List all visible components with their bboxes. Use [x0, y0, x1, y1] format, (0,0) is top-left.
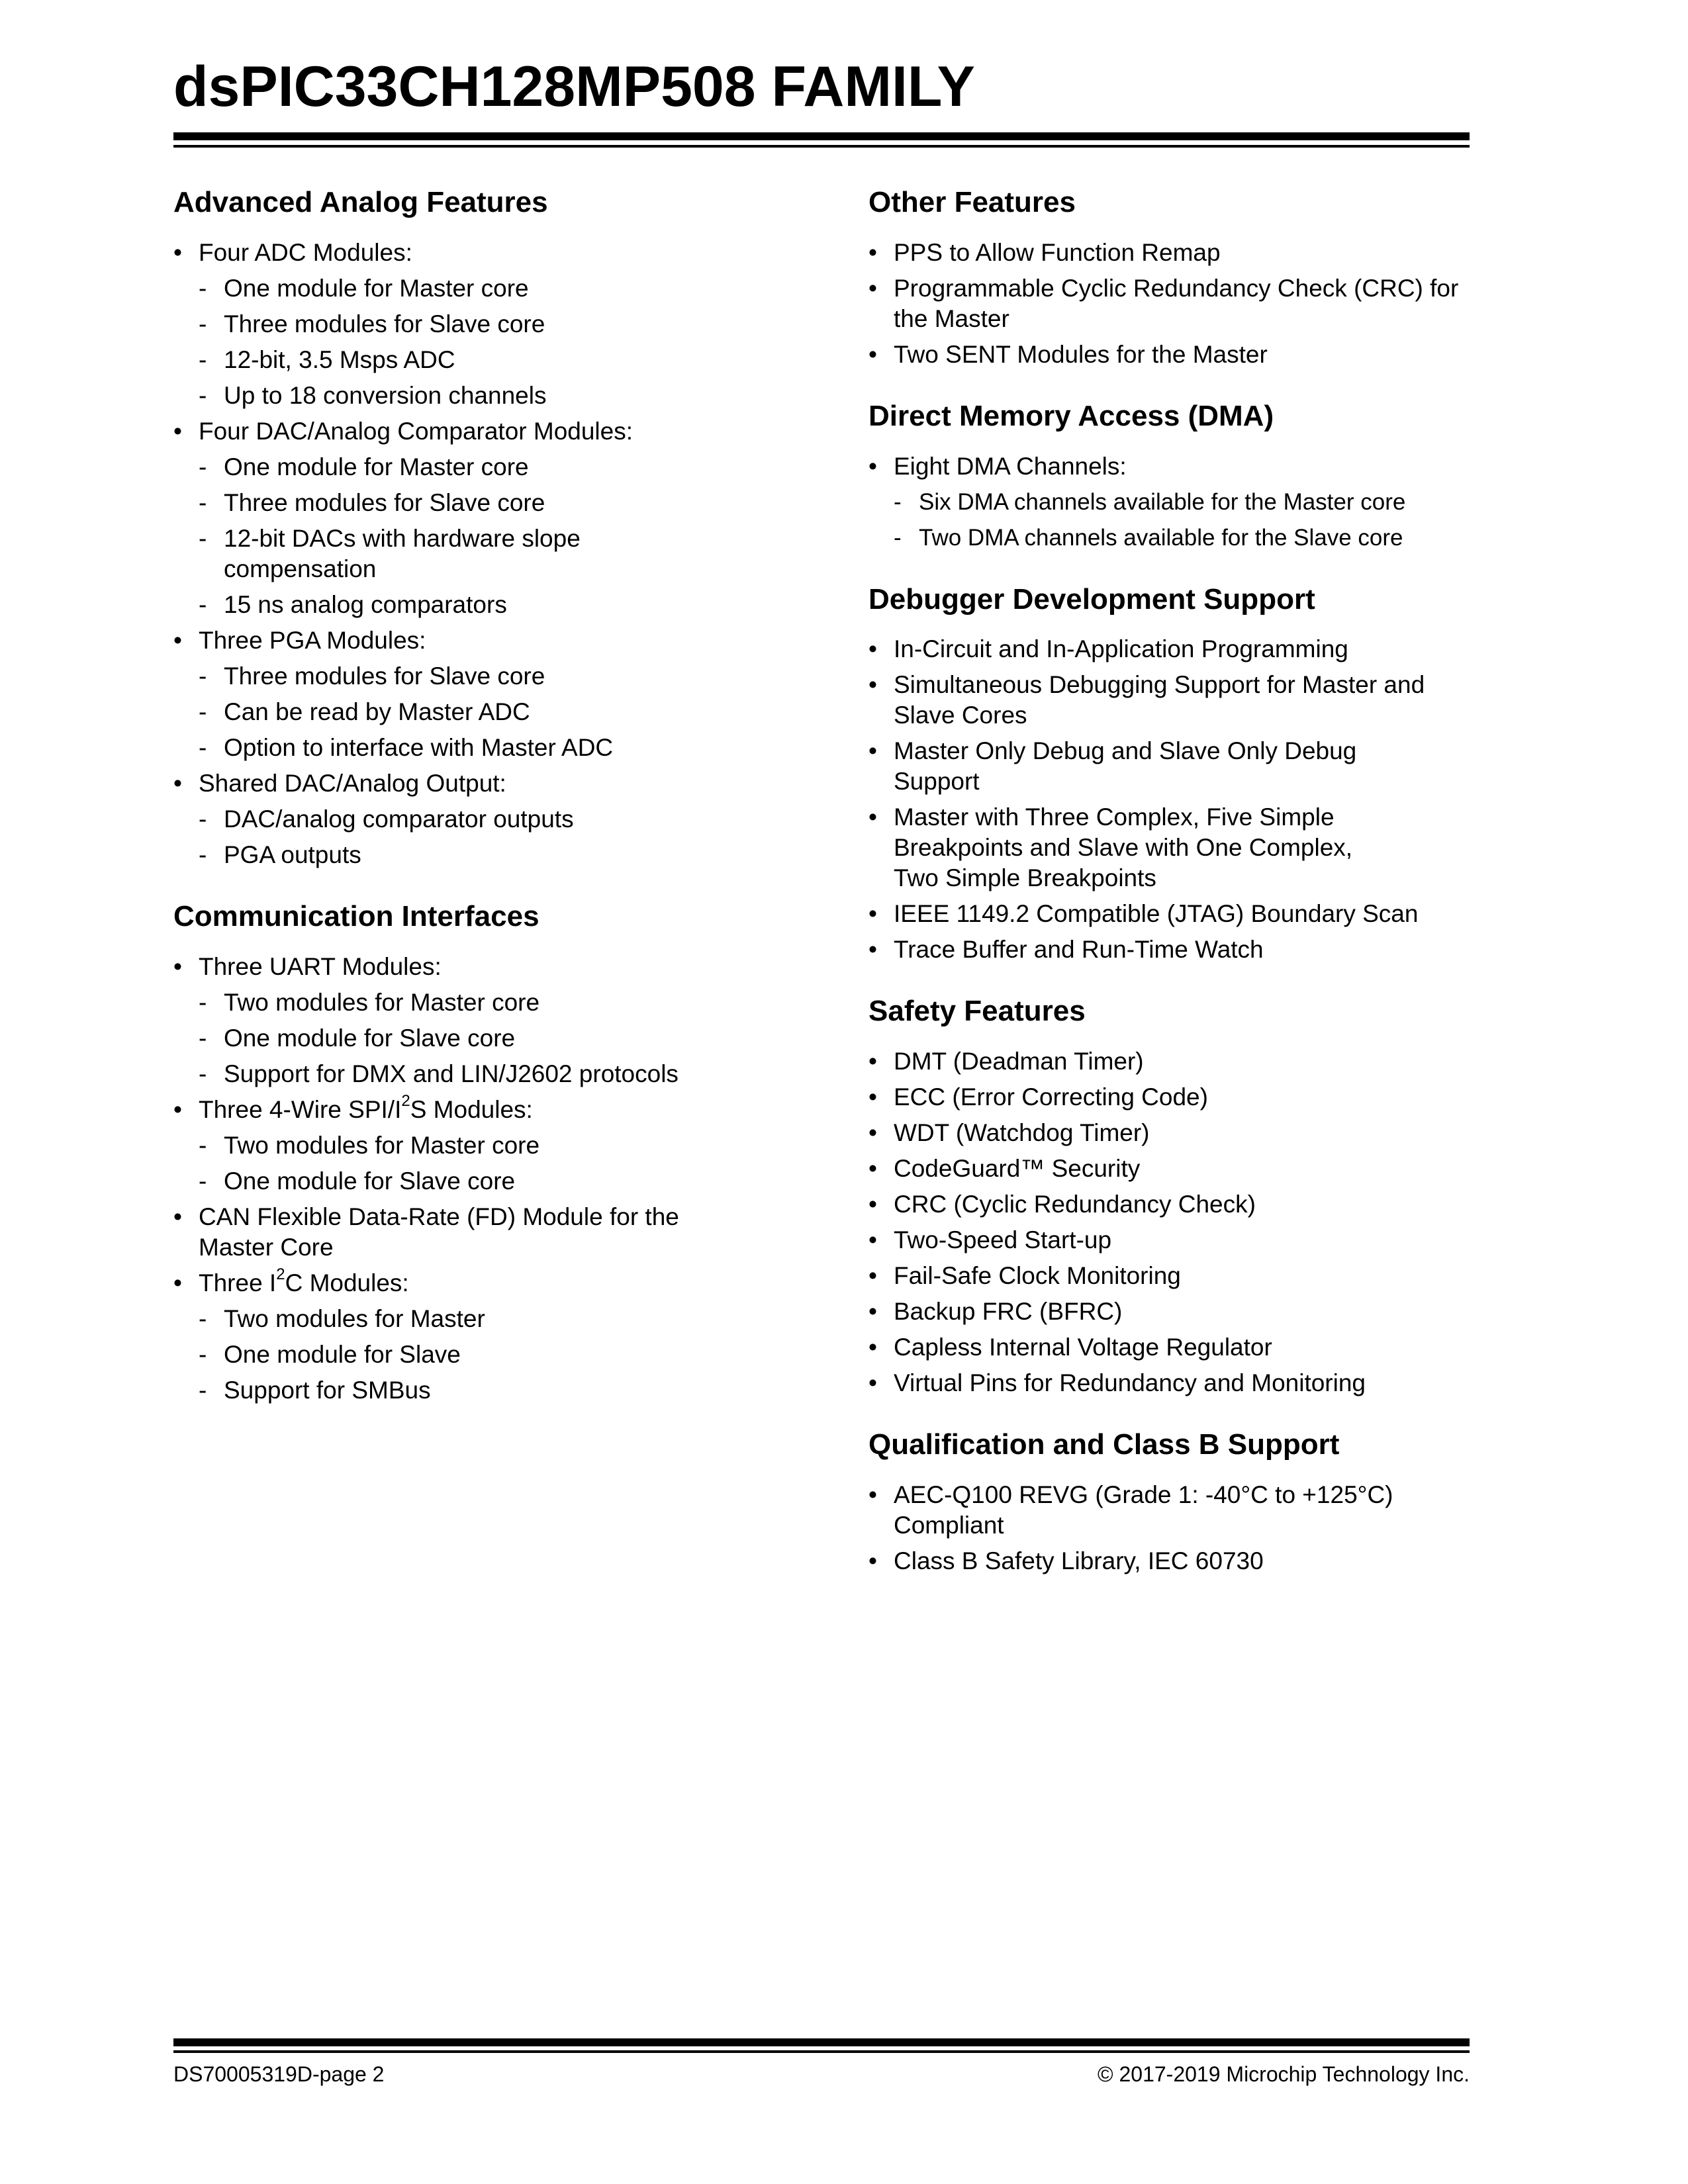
sub-item: - PGA outputs [173, 840, 756, 870]
section-title: Debugger Development Support [868, 582, 1315, 615]
section-qualification [868, 1428, 1464, 1576]
sub-item: - Support for SMBus [173, 1375, 756, 1406]
section-title: Communication Interfaces [173, 899, 539, 933]
section-dma [868, 399, 1464, 553]
feature-list [868, 1046, 1464, 1398]
list-item: • Simultaneous Debugging Support for Master and Slave Cores [868, 670, 1463, 731]
list-item: • IEEE 1149.2 Compatible (JTAG) Boundary Scan [868, 899, 1464, 929]
section-title: Qualification and Class B Support [868, 1428, 1340, 1461]
sub-item: - Three modules for Slave core [173, 661, 756, 692]
feature-list [868, 238, 1464, 370]
list-item: • Master with Three Complex, Five Simple Breakpoints and Slave with One Complex, Two Simple Breakpoints [868, 802, 1397, 893]
feature-list [868, 451, 1464, 553]
item-text: Three I [199, 1269, 277, 1297]
sub-item: - 15 ns analog comparators [173, 590, 756, 620]
sub-item: - 12-bit DACs with hardware slope compensation [173, 523, 608, 584]
list-item: • Capless Internal Voltage Regulator [868, 1332, 1464, 1363]
list-item: • In-Circuit and In-Application Programming [868, 634, 1464, 664]
sub-item: - Two DMA channels available for the Slave core [868, 523, 1464, 553]
section-debug [868, 582, 1464, 966]
left-column [173, 185, 756, 1435]
list-item: • Two SENT Modules for the Master [868, 340, 1464, 370]
list-item: • Trace Buffer and Run-Time Watch [868, 934, 1464, 965]
section-title: Advanced Analog Features [173, 186, 548, 218]
list-item: • ECC (Error Correcting Code) [868, 1082, 1464, 1113]
sub-item: - Two modules for Master core [173, 1130, 756, 1161]
list-item [173, 1092, 756, 1125]
sub-item: - Three modules for Slave core [173, 309, 756, 340]
list-item: • DMT (Deadman Timer) [868, 1046, 1464, 1077]
page-title: dsPIC33CH128MP508 FAMILY [173, 55, 975, 118]
sub-item: - Up to 18 conversion channels [173, 381, 756, 411]
feature-list [868, 1480, 1464, 1576]
section-analog [173, 185, 756, 870]
list-item: • AEC-Q100 REVG (Grade 1: -40°C to +125°C) Compliant [868, 1480, 1436, 1541]
sub-item: - DAC/analog comparator outputs [173, 804, 756, 835]
footer-doc-id: DS70005319D-page 2 [173, 2062, 385, 2086]
section-safety [868, 994, 1464, 1398]
sub-item: - 12-bit, 3.5 Msps ADC [173, 345, 756, 375]
section-other [868, 185, 1464, 370]
list-item: • PPS to Allow Function Remap [868, 238, 1464, 268]
list-item: • CRC (Cyclic Redundancy Check) [868, 1189, 1464, 1220]
list-item: • Two-Speed Start-up [868, 1225, 1464, 1255]
list-item: • Programmable Cyclic Redundancy Check (CRC) for the Master [868, 273, 1463, 334]
list-item: • Four DAC/Analog Comparator Modules: [173, 416, 756, 447]
list-item: • WDT (Watchdog Timer) [868, 1118, 1464, 1148]
list-item [173, 1265, 756, 1298]
feature-list [173, 952, 756, 1406]
sub-item: - One module for Slave core [173, 1166, 756, 1197]
right-column [868, 185, 1464, 1606]
header-rule-thin [173, 145, 1470, 148]
sub-item: - Option to interface with Master ADC [173, 733, 756, 763]
superscript: 2 [276, 1265, 285, 1284]
footer-rule-thick [173, 2038, 1470, 2046]
superscript: 2 [401, 1092, 410, 1111]
section-title: Other Features [868, 186, 1076, 218]
feature-list [173, 238, 756, 870]
sub-item: - One module for Master core [173, 273, 756, 304]
feature-list [868, 634, 1464, 965]
sub-item: - One module for Slave [173, 1340, 756, 1370]
footer-copyright: © 2017-2019 Microchip Technology Inc. [1098, 2062, 1470, 2086]
header-rule-thick [173, 132, 1470, 140]
list-item: • Virtual Pins for Redundancy and Monitoring [868, 1368, 1464, 1398]
list-item: • Backup FRC (BFRC) [868, 1297, 1464, 1327]
sub-item: - Can be read by Master ADC [173, 697, 756, 727]
item-text: Three 4-Wire SPI/I [199, 1095, 402, 1123]
list-item: • CodeGuard™ Security [868, 1154, 1464, 1184]
list-item: • Fail-Safe Clock Monitoring [868, 1261, 1464, 1291]
footer-rule-thin [173, 2050, 1470, 2053]
list-item: • CAN Flexible Data-Rate (FD) Module for the Master Core [173, 1202, 702, 1263]
section-title: Safety Features [868, 995, 1086, 1028]
list-item: • Three UART Modules: [173, 952, 756, 982]
sub-item: - Six DMA channels available for the Master core [868, 487, 1464, 518]
item-text: C Modules: [285, 1269, 409, 1297]
list-item: • Four ADC Modules: [173, 238, 756, 268]
list-item: • Shared DAC/Analog Output: [173, 768, 756, 799]
section-communication [173, 899, 756, 1406]
sub-item: - Two modules for Master core [173, 987, 756, 1018]
list-item: • Master Only Debug and Slave Only Debug Support [868, 736, 1397, 797]
sub-item: - Support for DMX and LIN/J2602 protocols [173, 1059, 756, 1089]
list-item: • Class B Safety Library, IEC 60730 [868, 1546, 1464, 1576]
sub-item: - One module for Slave core [173, 1023, 756, 1054]
item-text: S Modules: [410, 1095, 533, 1123]
section-title: Direct Memory Access (DMA) [868, 399, 1274, 432]
sub-item: - Three modules for Slave core [173, 488, 756, 518]
sub-item: - Two modules for Master [173, 1304, 756, 1334]
list-item: • Three PGA Modules: [173, 625, 756, 656]
list-item: • Eight DMA Channels: [868, 451, 1464, 482]
sub-item: - One module for Master core [173, 452, 756, 482]
